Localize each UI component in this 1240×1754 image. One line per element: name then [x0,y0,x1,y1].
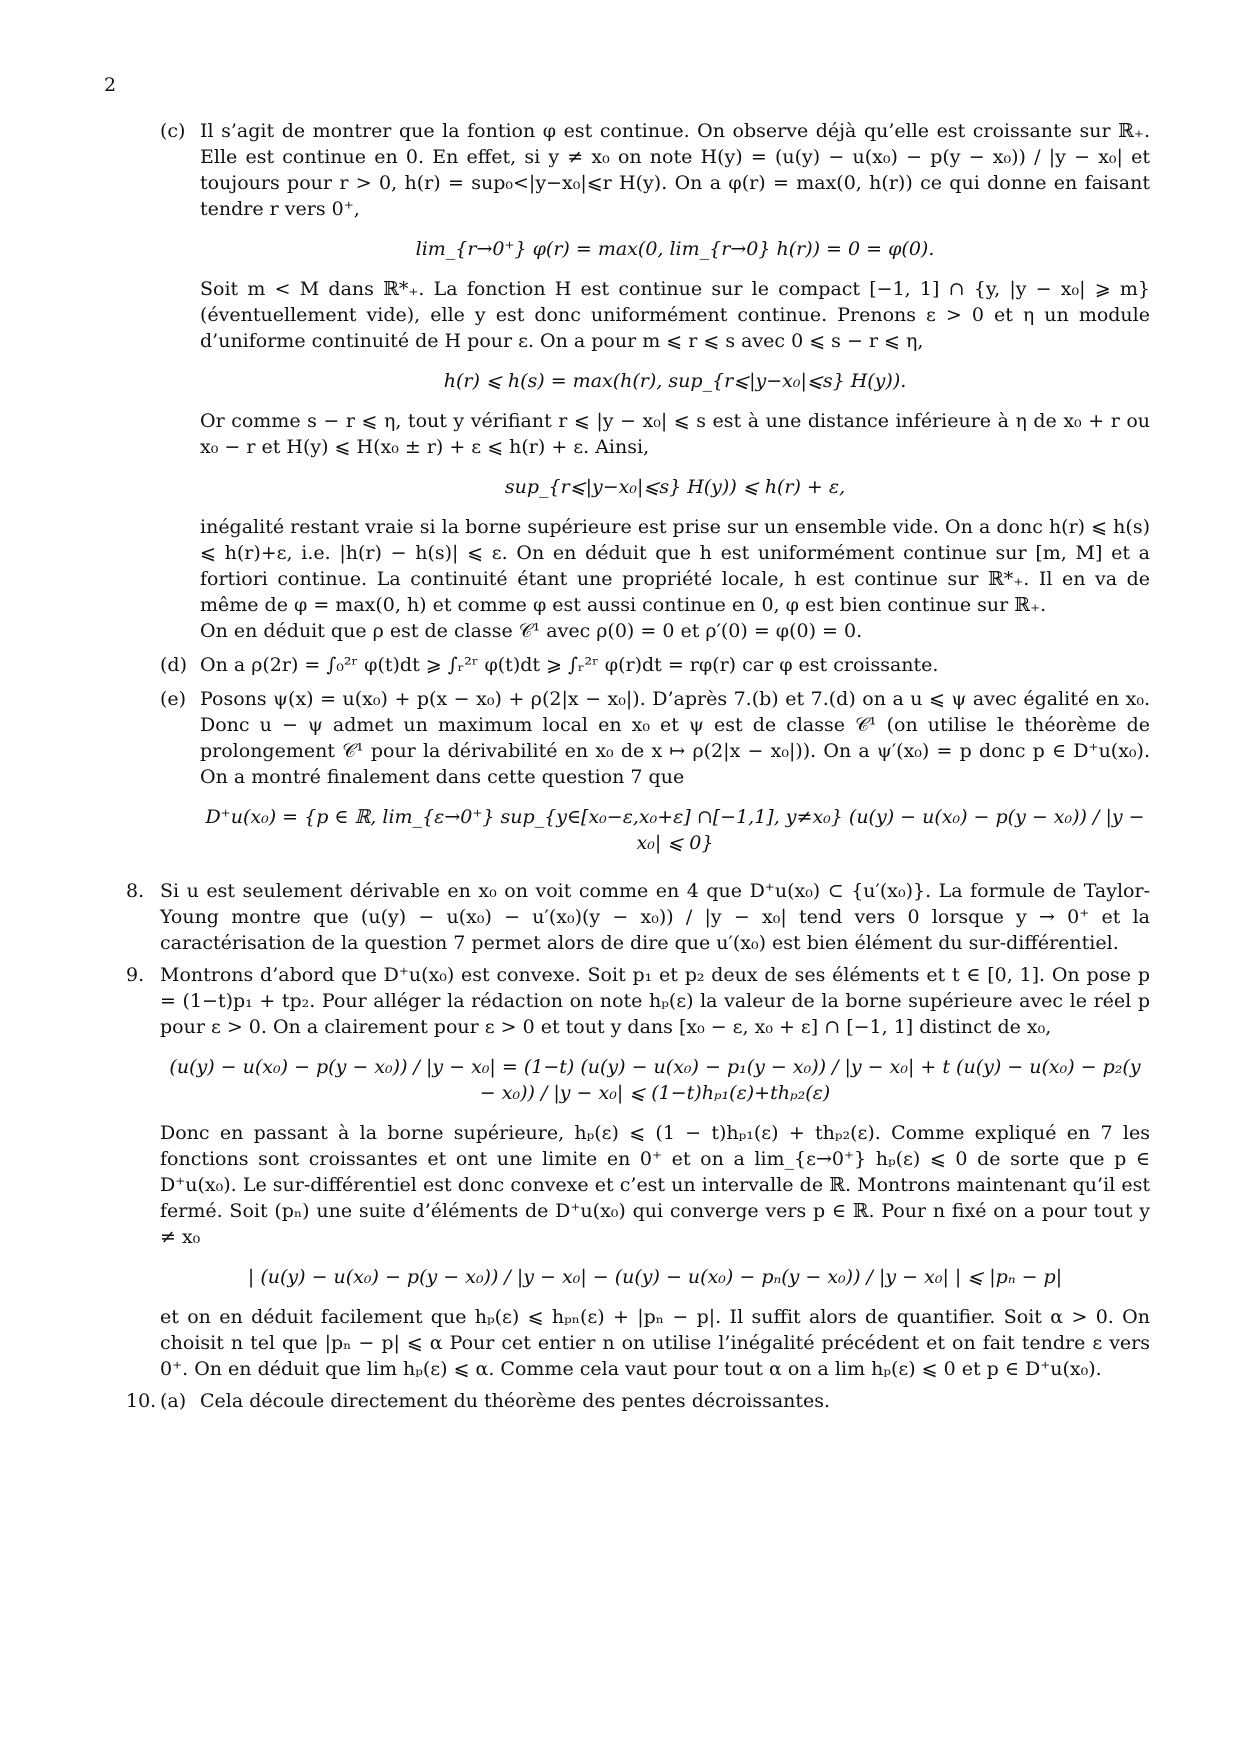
item-9-display-convexity: (u(y) − u(x₀) − p(y − x₀)) / |y − x₀| = (1−t) (u(y) − u(x₀) − p₁(y − x₀)) / |y − x₀| + t (u(y) − u(x₀) − p₂(y − x₀)) / |y − x₀| ⩽ (1−t)hₚ₁(ε)+thₚ₂(ε) [169,1056,1141,1104]
item-10-a-text: Cela découle directement du théorème des pentes décroissantes. [200,1390,831,1412]
item-10 [126,1388,1150,1414]
item-10-label: 10. [126,1390,157,1412]
section-d-label: (d) [160,654,187,676]
section-c-paragraph-1: Il s’agit de montrer que la fontion φ est continue. On observe déjà qu’elle est croissante sur ℝ₊. Elle est continue en 0. En effet, si y ≠ x₀ on note H(y) = (u(y) − u(x₀) − p(y − x₀)) / |y − x₀| et toujours pour r > 0, h(r) = sup₀<|y−x₀|⩽r H(y). On a φ(r) = max(0, h(r)) ce qui donne en faisant tendre r vers 0⁺, [200,120,1150,220]
item-9-paragraph-1: Montrons d’abord que D⁺u(x₀) est convexe. Soit p₁ et p₂ deux de ses éléments et t ∈ [0, 1]. On pose p = (1−t)p₁ + tp₂. Pour alléger la rédaction on note hₚ(ε) la valeur de la borne supérieure avec le réel p pour ε > 0. On a clairement pour ε > 0 et tout y dans [x₀ − ε, x₀ + ε] ∩ [−1, 1] distinct de x₀, [160,964,1150,1038]
section-c-paragraph-5: On en déduit que ρ est de classe 𝒞¹ avec ρ(0) = 0 et ρ′(0) = φ(0) = 0. [200,620,863,642]
section-c-label: (c) [160,120,186,142]
section-d-text: On a ρ(2r) = ∫₀²ʳ φ(t)dt ⩾ ∫ᵣ²ʳ φ(t)dt ⩾ ∫ᵣ²ʳ φ(r)dt = rφ(r) car φ est croissante. [200,654,939,676]
section-d [160,652,1150,678]
item-9-paragraph-2: Donc en passant à la borne supérieure, hₚ(ε) ⩽ (1 − t)hₚ₁(ε) + thₚ₂(ε). Comme expliqué en 7 les fonctions sont croissantes et ont une limite en 0⁺ et on a lim_{ε→0⁺} hₚ(ε) ⩽ 0 de sorte que p ∈ D⁺u(x₀). Le sur-différentiel est donc convexe et c’est un intervalle de ℝ. Montrons maintenant qu’il est fermé. Soit (pₙ) une suite d’éléments de D⁺u(x₀) qui converge vers p ∈ ℝ. Pour n fixé on a pour tout y ≠ x₀ [160,1122,1150,1248]
page-number: 2 [104,74,117,96]
section-c-display-max: h(r) ⩽ h(s) = max(h(r), sup_{r⩽|y−x₀|⩽s} H(y)). [443,370,907,392]
section-e-display-superdifferential: D⁺u(x₀) = {p ∈ ℝ, lim_{ε→0⁺} sup_{y∈[x₀−ε,x₀+ε] ∩[−1,1], y≠x₀} (u(y) − u(x₀) − p(y − x₀)) / |y − x₀| ⩽ 0} [205,806,1145,854]
section-e-text: Posons ψ(x) = u(x₀) + p(x − x₀) + ρ(2|x − x₀|). D’après 7.(b) et 7.(d) on a u ⩽ ψ avec égalité en x₀. Donc u − ψ admet un maximum local en x₀ et ψ est de classe 𝒞¹ (on utilise le théorème de prolongement 𝒞¹ pour la dérivabilité en x₀ de x ↦ ρ(2|x − x₀|)). On a ψ′(x₀) = p donc p ∈ D⁺u(x₀). On a montré finalement dans cette question 7 que [200,688,1150,788]
item-9 [126,962,1150,1382]
section-c [160,118,1150,644]
item-10-a-label: (a) [160,1390,187,1412]
section-c-paragraph-2: Soit m < M dans ℝ*₊. La fonction H est continue sur le compact [−1, 1] ∩ {y, |y − x₀| ⩾ m} (éventuellement vide), elle y est donc uniformément continue. Prenons ε > 0 et η un module d’uniforme continuité de H pour ε. On a pour m ⩽ r ⩽ s avec 0 ⩽ s − r ⩽ η, [200,278,1150,352]
section-c-paragraph-4: inégalité restant vraie si la borne supérieure est prise sur un ensemble vide. On a donc h(r) ⩽ h(s) ⩽ h(r)+ε, i.e. |h(r) − h(s)| ⩽ ε. On en déduit que h est uniformément continue sur [m, M] et a fortiori continue. La continuité étant une propriété locale, h est continue sur ℝ*₊. Il en va de même de φ = max(0, h) et comme φ est aussi continue en 0, φ est bien continue sur ℝ₊. [200,516,1150,616]
section-c-display-sup: sup_{r⩽|y−x₀|⩽s} H(y)) ⩽ h(r) + ε, [504,476,846,498]
item-9-label: 9. [126,964,145,986]
item-8 [126,878,1150,956]
document-body [126,118,1150,1420]
section-c-display-limit: lim_{r→0⁺} φ(r) = max(0, lim_{r→0} h(r)) = 0 = φ(0). [415,238,935,260]
item-8-label: 8. [126,880,145,902]
item-10-a [160,1388,1150,1414]
section-c-paragraph-3: Or comme s − r ⩽ η, tout y vérifiant r ⩽ |y − x₀| ⩽ s est à une distance inférieure à η de x₀ + r ou x₀ − r et H(y) ⩽ H(x₀ ± r) + ε ⩽ h(r) + ε. Ainsi, [200,410,1150,458]
section-e [160,686,1150,856]
item-8-text: Si u est seulement dérivable en x₀ on voit comme en 4 que D⁺u(x₀) ⊂ {u′(x₀)}. La formule de Taylor-Young montre que (u(y) − u(x₀) − u′(x₀)(y − x₀)) / |y − x₀| tend vers 0 lorsque y → 0⁺ et la caractérisation de la question 7 permet alors de dire que u′(x₀) est bien élément du sur-différentiel. [160,880,1150,954]
item-9-display-difference: | (u(y) − u(x₀) − p(y − x₀)) / |y − x₀| − (u(y) − u(x₀) − pₙ(y − x₀)) / |y − x₀| | ⩽ |pₙ − p| [247,1266,1063,1288]
section-e-label: (e) [160,688,187,710]
item-9-paragraph-3: et on en déduit facilement que hₚ(ε) ⩽ hₚₙ(ε) + |pₙ − p|. Il suffit alors de quantifier. Soit α > 0. On choisit n tel que |pₙ − p| ⩽ α Pour cet entier n on utilise l’inégalité précédent et on fait tendre ε vers 0⁺. On en déduit que lim hₚ(ε) ⩽ α. Comme cela vaut pour tout α on a lim hₚ(ε) ⩽ 0 et p ∈ D⁺u(x₀). [160,1306,1150,1380]
